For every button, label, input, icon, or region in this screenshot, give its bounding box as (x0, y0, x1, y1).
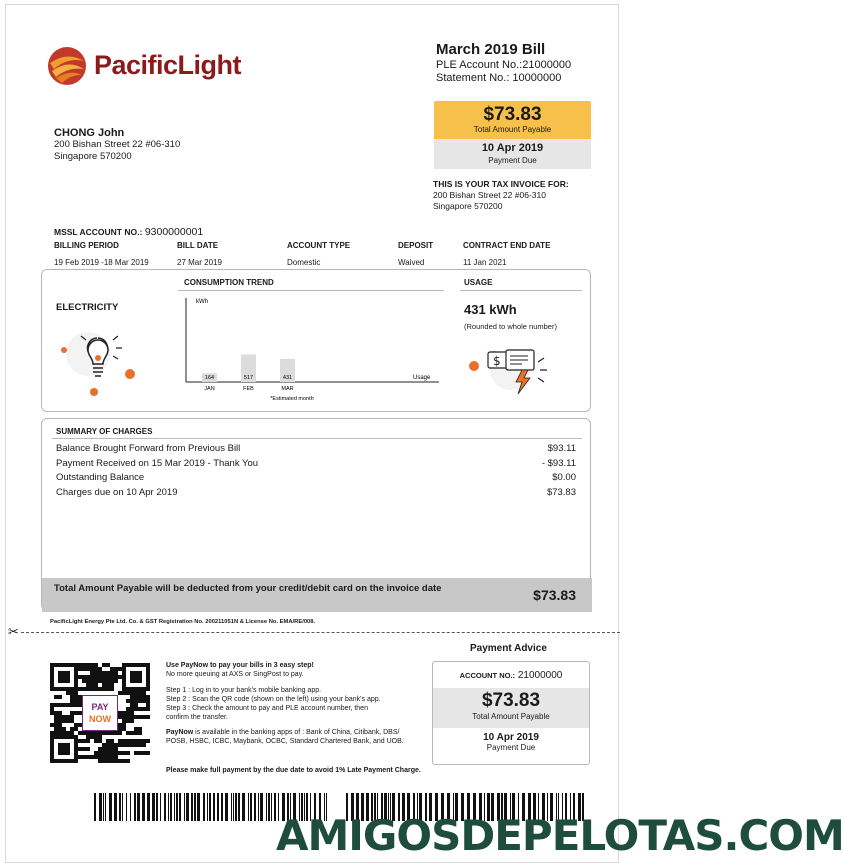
usage-divider (460, 290, 582, 291)
total-amount-label: Total Amount Payable (473, 125, 552, 134)
due-date: 10 Apr 2019 (481, 142, 544, 154)
due-date-box (434, 139, 591, 169)
account-type-label: ACCOUNT TYPE (287, 241, 351, 250)
mssl-label: MSSL ACCOUNT NO.: (54, 227, 143, 237)
x-tick-label: JAN (204, 386, 215, 392)
x-tick-label: MAR (281, 386, 294, 392)
paynow-line2: No more queuing at AXS or SingPost to pay. (166, 671, 304, 678)
summary-row (56, 486, 576, 501)
payment-advice-amount-block (433, 688, 589, 728)
consumption-trend-chart (172, 294, 447, 406)
x-axis-usage-label: Usage (413, 375, 431, 381)
paynow-step3a: Step 3 : Check the amount to pay and PLE account number, then (166, 705, 368, 712)
payment-advice-box (432, 661, 590, 765)
payment-advice-due-label: Payment Due (486, 743, 536, 752)
summary-divider (52, 438, 582, 439)
deposit (398, 241, 433, 267)
consumption-panel (41, 269, 591, 412)
bar-value-label: 431 (282, 375, 293, 381)
payment-advice-account (433, 670, 589, 681)
customer-address-line2: Singapore 570200 (54, 151, 132, 162)
svg-text:$: $ (493, 354, 501, 368)
summary-row-label: Outstanding Balance (56, 472, 145, 483)
usage-title: USAGE (464, 278, 493, 287)
ple-account-number: PLE Account No.:21000000 (436, 59, 572, 71)
summary-row-label: Charges due on 10 Apr 2019 (56, 486, 178, 498)
company-registration: PacificLight Energy Pte Ltd. Co. & GST Registration No. 200211051N & License No. EMA/RE/008. (50, 619, 316, 625)
total-payable-bar (42, 578, 592, 612)
payment-advice-due (433, 732, 589, 752)
deposit-value: Waived (398, 258, 425, 267)
billing-period (54, 241, 149, 267)
due-date-label: Payment Due (488, 156, 537, 165)
payment-advice-amount: $73.83 (481, 690, 541, 711)
summary-panel (41, 418, 591, 611)
payment-advice-due-date: 10 Apr 2019 (483, 732, 539, 743)
paynow-logo (82, 695, 118, 731)
customer-address-line1: 200 Bishan Street 22 #06-310 (54, 139, 181, 150)
amount-summary-box (434, 101, 591, 169)
watermark: AMIGOSDEPELOTAS.COM (276, 811, 844, 860)
customer-name: CHONG John (54, 127, 125, 139)
payment-advice-title: Payment Advice (470, 643, 547, 654)
amount-highlight (434, 101, 591, 139)
summary-row-label: Payment Received on 15 Mar 2019 - Thank You (56, 457, 259, 469)
bar-value-label: 517 (243, 375, 254, 381)
pacificlight-logo (46, 45, 246, 89)
scissors-icon: ✂ (8, 624, 19, 639)
contract-end-label: CONTRACT END DATE (463, 241, 551, 250)
summary-rows (56, 442, 576, 500)
summary-row-label: Balance Brought Forward from Previous Bill (56, 443, 241, 454)
electricity-label: ELECTRICITY (56, 302, 119, 313)
account-type-value: Domestic (287, 258, 321, 267)
cut-line (6, 632, 620, 633)
bill-page (5, 4, 844, 863)
account-type (287, 241, 350, 267)
paynow-instructions (166, 661, 431, 746)
total-payable-amount: $73.83 (533, 587, 576, 603)
mssl-value: 9300000001 (144, 226, 204, 238)
lightbulb-icon (58, 320, 138, 396)
late-payment-note: Please make full payment by the due date to avoid 1% Late Payment Charge. (166, 767, 421, 774)
brand-name: PacificLight (94, 50, 242, 80)
bill-date-value: 27 Mar 2019 (177, 258, 222, 267)
estimated-month-note: *Estimated month (270, 396, 314, 402)
paynow-banks-text: is available in the banking apps of : Bank of China, Citibank, DBS/ (193, 729, 400, 736)
bill-date-label: BILL DATE (177, 241, 219, 250)
tax-invoice-address1: 200 Bishan Street 22 #06-310 (433, 190, 546, 200)
statement-number: Statement No.: 10000000 (436, 72, 562, 84)
paynow-step1: Step 1 : Log in to your bank's mobile banking app. (166, 687, 322, 694)
summary-row-value: $0.00 (552, 472, 576, 483)
paynow-line1: Use PayNow to pay your bills in 3 easy step! (166, 662, 314, 669)
paynow-banks-line2: POSB, HSBC, ICBC, Maybank, OCBC, Standard Chartered Bank, and UOB. (166, 738, 404, 745)
summary-title: SUMMARY OF CHARGES (56, 427, 153, 436)
bill-title: March 2019 Bill (436, 41, 546, 58)
bill-payment-icon (466, 344, 556, 398)
summary-row-value: $93.11 (547, 443, 576, 454)
paynow-banks-bold: PayNow (166, 729, 194, 736)
y-axis-unit: kWh (196, 299, 208, 305)
summary-row (56, 457, 576, 472)
contract-end (463, 241, 550, 267)
paynow-banks (166, 728, 431, 737)
paynow-logo-pay: PAY (91, 702, 109, 712)
consumption-trend-title: CONSUMPTION TREND (184, 278, 274, 287)
tax-invoice-address2: Singapore 570200 (433, 201, 503, 211)
paynow-step2: Step 2 : Scan the QR code (shown on the left) using your bank's app. (166, 696, 381, 703)
tax-invoice-title: THIS IS YOUR TAX INVOICE FOR: (433, 179, 569, 189)
billing-period-label: BILLING PERIOD (54, 241, 119, 250)
mssl-account (54, 226, 203, 238)
paynow-logo-now: NOW (89, 714, 111, 724)
tax-invoice-block (433, 179, 569, 212)
logo-mark-icon (46, 45, 88, 87)
payment-account-value: 21000000 (517, 670, 563, 681)
billing-period-value: 19 Feb 2019 -18 Mar 2019 (54, 258, 149, 267)
usage-note: (Rounded to whole number) (464, 322, 557, 331)
bar-value-label: 164 (204, 375, 215, 381)
deposit-label: DEPOSIT (398, 241, 434, 250)
summary-row (56, 471, 576, 486)
usage-value: 431 kWh (464, 302, 517, 317)
total-payable-text: Total Amount Payable will be deducted from your credit/debit card on the invoice date (54, 583, 442, 594)
summary-row-value: $73.83 (546, 486, 576, 498)
total-amount: $73.83 (483, 104, 542, 125)
contract-end-value: 11 Jan 2021 (463, 258, 507, 267)
payment-advice-amount-label: Total Amount Payable (472, 712, 550, 721)
x-tick-label: FEB (243, 386, 254, 392)
trend-divider (178, 290, 444, 291)
bill-date (177, 241, 222, 267)
summary-row (56, 442, 576, 457)
paynow-step3b: confirm the transfer. (166, 714, 228, 721)
payment-account-label: ACCOUNT NO.: (459, 671, 516, 680)
summary-row-value: - $93.11 (541, 457, 576, 469)
